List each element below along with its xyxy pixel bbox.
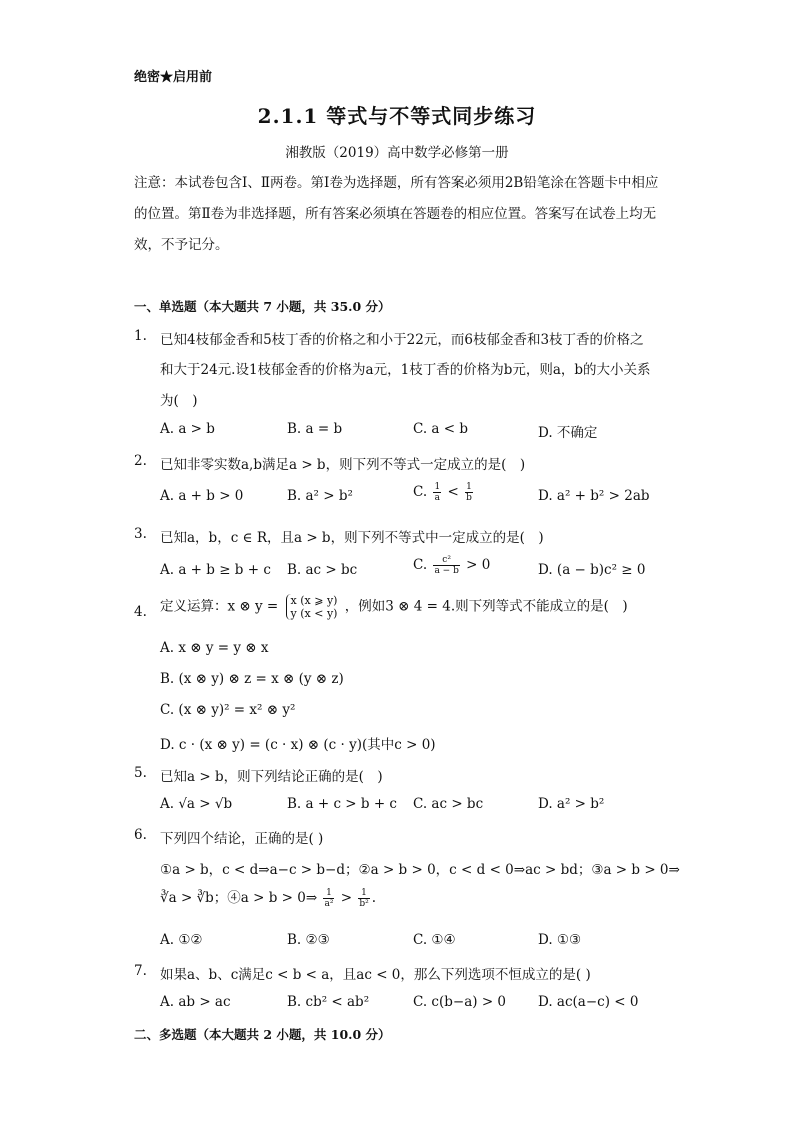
q1-option-b[interactable]: B. a = b: [287, 421, 343, 437]
q7-option-b[interactable]: B. cb² < ab²: [287, 994, 370, 1010]
q3-option-c-rest: > 0: [466, 557, 491, 573]
q5-text-line1: 已知a > b，则下列结论正确的是( ): [160, 769, 383, 785]
q3-option-c[interactable]: [413, 555, 490, 576]
q4-piecewise-brace: x (x ⩾ y) y (x < y): [286, 594, 338, 620]
q2-option-c-label: C.: [413, 484, 428, 500]
page-subtitle: 湘教版（2019）高中数学必修第一册: [285, 145, 509, 161]
q2-option-d[interactable]: D. a² + b² > 2ab: [538, 488, 650, 504]
q6-number: 6.: [134, 827, 147, 843]
q6-fraction-1: $\frac{1}{\text{a²}}$: [324, 888, 334, 909]
q2-option-c[interactable]: [413, 482, 475, 503]
q6-option-c[interactable]: C. ①④: [413, 932, 456, 948]
q2-option-c-relation: <: [447, 484, 459, 500]
secret-label: 绝密★启用前: [134, 70, 213, 85]
q3-number: 3.: [134, 526, 147, 542]
q1-text-line1: 已知4枝郁金香和5枝丁香的价格之和小于22元，而6枝郁金香和3枝丁香的价格之: [160, 332, 644, 348]
q5-number: 5.: [134, 765, 147, 781]
q6-line3-end: .: [371, 890, 377, 906]
q4-option-d[interactable]: D. c · (x ⊗ y) = (c · x) ⊗ (c · y)(其中c > 0): [160, 737, 436, 753]
q6-line3-relation: >: [340, 890, 353, 906]
q5-option-a[interactable]: A. √a > √b: [160, 796, 233, 812]
q6-fraction-2: $\frac{1}{\text{b²}}$: [359, 888, 369, 909]
q5-option-c[interactable]: C. ac > bc: [413, 796, 484, 812]
q1-text-line2: 和大于24元.设1枝郁金香的价格为a元，1枝丁香的价格为b元，则a，b的大小关系: [160, 362, 651, 378]
q4-option-c[interactable]: C. (x ⊗ y)² = x² ⊗ y²: [160, 702, 296, 718]
q7-option-a[interactable]: A. ab > ac: [160, 994, 231, 1010]
q3-option-a[interactable]: A. a + b ≥ b + c: [160, 562, 271, 578]
page-title: 2.1.1 等式与不等式同步练习: [257, 104, 537, 128]
q1-option-d[interactable]: D. 不确定: [538, 425, 598, 441]
q6-option-d[interactable]: D. ①③: [538, 932, 582, 948]
q3-option-d[interactable]: D. (a − b)c² ≥ 0: [538, 562, 646, 578]
q1-option-a[interactable]: A. a > b: [160, 421, 215, 437]
q7-text-line1: 如果a、b、c满足c < b < a，且ac < 0，那么下列选项不恒成立的是( ): [160, 967, 591, 983]
q3-text-line1: 已知a，b，c ∈ R，且a > b，则下列不等式中一定成立的是( ): [160, 530, 544, 546]
section-multi-choice-title: 二、多选题（本大题共 2 小题，共 10.0 分）: [134, 1027, 391, 1042]
q7-option-d[interactable]: D. ac(a−c) < 0: [538, 994, 639, 1010]
section-single-choice-title: 一、单选题（本大题共 7 小题，共 35.0 分）: [134, 299, 391, 314]
exam-notice: 注意：本试卷包含Ⅰ、Ⅱ两卷。第Ⅰ卷为选择题，所有答案必须用2B铅笔涂在答题卡中相应的位置。第Ⅱ卷为非选择题，所有答案必须填在答题卷的相应位置。答案写在试卷上均无效，不予记分。: [134, 175, 659, 253]
q2-option-a[interactable]: A. a + b > 0: [160, 488, 244, 504]
q1-number: 1.: [134, 328, 147, 344]
q6-option-b[interactable]: B. ②③: [287, 932, 330, 948]
q2-text-line1: 已知非零实数a,b满足a > b，则下列不等式一定成立的是( ): [160, 457, 526, 473]
q6-line3-start: ∛a > ∛b；④a > b > 0⇒: [160, 890, 318, 906]
q1-option-c[interactable]: C. a < b: [413, 421, 469, 437]
q4-number: 4.: [134, 604, 147, 620]
q2-number: 2.: [134, 453, 147, 469]
q6-text-line2: ①a > b，c < d⇒a−c > b−d；②a > b > 0，c < d < 0⇒ac > bd；③a > b > 0⇒: [160, 862, 680, 878]
q7-number: 7.: [134, 963, 147, 979]
q5-option-b[interactable]: B. a + c > b + c: [287, 796, 397, 812]
q3-option-c-fraction: $\frac{\text{c²}}{a - b}$: [434, 555, 459, 576]
q4-prefix: 定义运算：x ⊗ y =: [160, 598, 279, 615]
q6-text-line3: [160, 886, 376, 909]
q1-text-line3: 为( ): [160, 393, 198, 409]
q4-option-b[interactable]: B. (x ⊗ y) ⊗ z = x ⊗ (y ⊗ z): [160, 671, 344, 687]
q2-option-b[interactable]: B. a² > b²: [287, 488, 353, 504]
q4-text-line1: [160, 594, 628, 620]
q6-text-line1: 下列四个结论，正确的是( ): [160, 831, 324, 847]
q2-option-c-fraction-2: $\frac{1}{b}$: [466, 482, 472, 503]
q5-option-d[interactable]: D. a² > b²: [538, 796, 605, 812]
q7-option-c[interactable]: C. c(b−a) > 0: [413, 994, 507, 1010]
q3-option-c-label: C.: [413, 557, 428, 573]
q4-suffix: ，例如3 ⊗ 4 = 4.则下列等式不能成立的是( ): [344, 598, 628, 615]
q4-option-a[interactable]: A. x ⊗ y = y ⊗ x: [160, 640, 269, 656]
q6-option-a[interactable]: A. ①②: [160, 932, 203, 948]
q3-option-b[interactable]: B. ac > bc: [287, 562, 358, 578]
q2-option-c-fraction-1: $\frac{1}{a}$: [434, 482, 441, 503]
